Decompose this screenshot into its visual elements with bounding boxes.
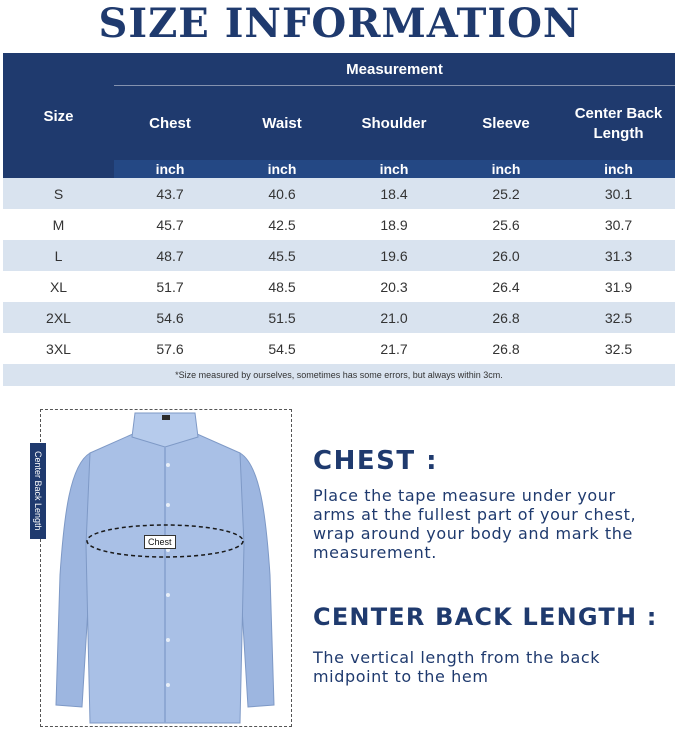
table-row	[3, 271, 675, 302]
table-header	[3, 53, 675, 178]
center-back-cell: 30.7	[604, 216, 633, 233]
col-header-center-back-length: Center Back Length	[574, 105, 663, 142]
sleeve-cell: 26.0	[492, 247, 520, 264]
unit-shoulder: inch	[338, 160, 450, 178]
waist-cell: 42.5	[268, 216, 296, 233]
shoulder-cell: 21.0	[380, 309, 408, 326]
size-table	[3, 53, 675, 386]
chest-cell: 48.7	[156, 247, 184, 264]
col-header-chest: Chest	[149, 115, 191, 132]
shoulder-cell: 18.9	[380, 216, 408, 233]
size-cell: S	[53, 185, 64, 202]
shoulder-cell: 18.4	[380, 185, 408, 202]
header-divider	[114, 85, 675, 86]
center-back-cell: 31.3	[604, 247, 633, 264]
sleeve-cell: 26.8	[492, 309, 520, 326]
col-header-sleeve: Sleeve	[482, 115, 530, 132]
sleeve-cell: 26.8	[492, 340, 520, 357]
chest-cell: 45.7	[156, 216, 184, 233]
chest-measure-label: Chest	[144, 535, 176, 549]
waist-cell: 48.5	[268, 278, 296, 295]
table-row	[3, 209, 675, 240]
center-back-heading: CENTER BACK LENGTH :	[313, 603, 658, 631]
table-row	[3, 333, 675, 364]
measurement-note: *Size measured by ourselves, sometimes has some errors, but always within 3cm.	[3, 364, 675, 386]
size-cell: M	[52, 216, 65, 233]
sleeve-cell: 25.2	[492, 185, 520, 202]
measurement-header: Measurement	[346, 61, 443, 78]
unit-row	[3, 160, 675, 178]
table-row	[3, 178, 675, 209]
chest-cell: 51.7	[156, 278, 184, 295]
waist-cell: 45.5	[268, 247, 296, 264]
shoulder-cell: 19.6	[380, 247, 408, 264]
col-header-shoulder: Shoulder	[361, 115, 427, 132]
shoulder-cell: 21.7	[380, 340, 408, 357]
waist-cell: 51.5	[268, 309, 296, 326]
shoulder-cell: 20.3	[380, 278, 408, 295]
size-cell: 3XL	[46, 340, 71, 357]
center-back-cell: 30.1	[604, 185, 633, 202]
unit-chest: inch	[114, 160, 226, 178]
chest-cell: 57.6	[156, 340, 184, 357]
waist-cell: 40.6	[268, 185, 296, 202]
size-cell: 2XL	[46, 309, 71, 326]
unit-sleeve: inch	[450, 160, 562, 178]
shirt-icon	[30, 405, 300, 727]
table-row	[3, 302, 675, 333]
unit-waist: inch	[226, 160, 338, 178]
waist-cell: 54.5	[268, 340, 296, 357]
page-title: SIZE INFORMATION	[98, 0, 581, 47]
chest-cell: 54.6	[156, 309, 184, 326]
center-back-length-label: Center Back Length	[30, 443, 46, 539]
table-row	[3, 240, 675, 271]
sleeve-cell: 26.4	[492, 278, 520, 295]
sleeve-cell: 25.6	[492, 216, 520, 233]
center-back-cell: 32.5	[604, 309, 633, 326]
size-cell: L	[54, 247, 63, 264]
chest-cell: 43.7	[156, 185, 184, 202]
shirt-illustration	[30, 405, 300, 727]
center-back-cell: 32.5	[604, 340, 633, 357]
size-header: Size	[43, 108, 74, 125]
center-back-cell: 31.9	[604, 278, 633, 295]
unit-center-back: inch	[562, 160, 675, 178]
col-header-waist: Waist	[262, 115, 302, 132]
chest-heading: CHEST :	[313, 446, 439, 476]
chest-description: Place the tape measure under your arms at the fullest part of your chest, wrap around your body and mark the measurement.	[313, 486, 637, 562]
size-cell: XL	[49, 278, 68, 295]
center-back-description: The vertical length from the back midpoint to the hem	[313, 648, 601, 686]
